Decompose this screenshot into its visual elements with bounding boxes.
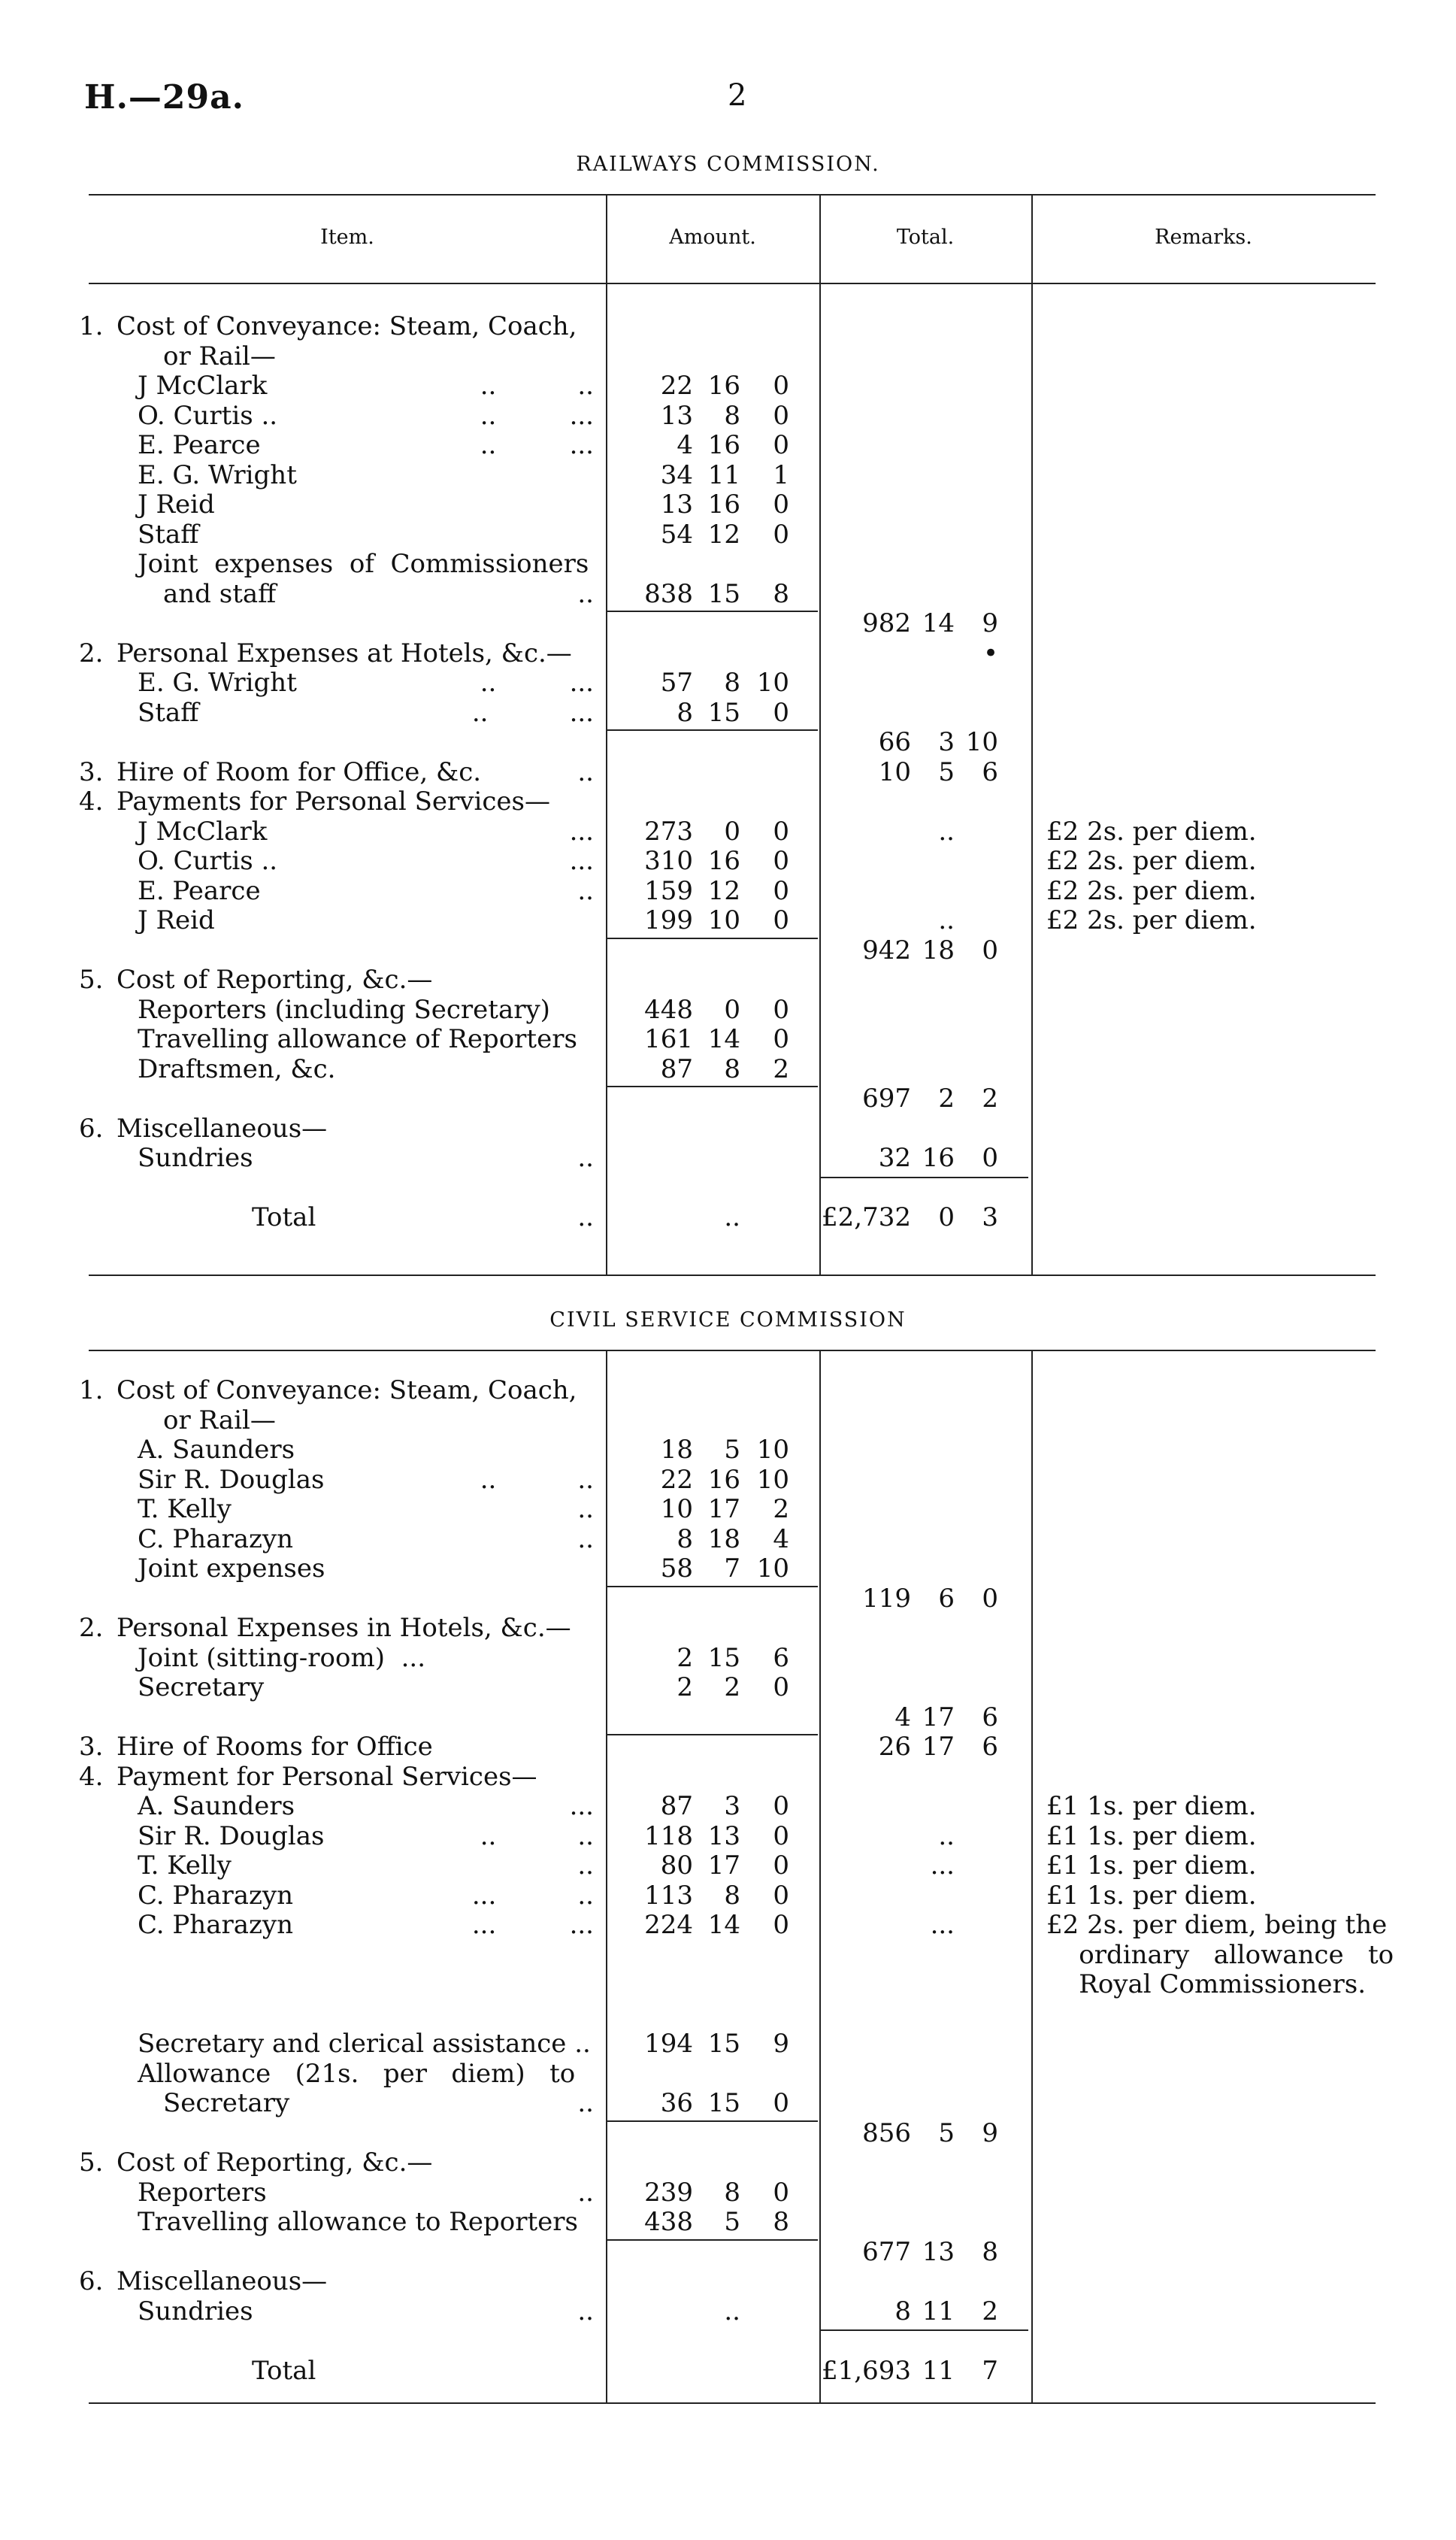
page-number: 2 [728,78,747,113]
amount-shillings: 15 [707,2029,740,2059]
total-pounds: £2,732 [822,1202,911,1232]
leader-dots: .. [577,1850,594,1881]
leader-dots: .. [577,2088,594,2118]
item-label: Personal Expenses in Hotels, &c.— [117,1613,571,1643]
amount-shillings: 16 [707,846,740,876]
total-pence: 2 [982,1084,998,1114]
total-shillings: 17 [922,1702,955,1732]
remark: £1 1s. per diem. [1046,1850,1257,1881]
total-shillings: 14 [922,608,955,638]
column-divider [606,194,607,1275]
item-number: 3. [79,756,104,787]
item-label: Sundries [138,2296,253,2326]
item-label: J Reid [138,905,215,935]
total-shillings: 3 [938,727,955,757]
column-divider [1031,1350,1033,2402]
amount-pounds: 87 [660,1053,693,1084]
amount-shillings: 11 [707,459,740,490]
amount-shillings: .. [724,1202,740,1232]
leader-dots: .. ... [480,668,594,698]
amount-pence: 8 [773,2207,789,2237]
amount-pounds: 18 [660,1435,693,1465]
item-label: Miscellaneous— [117,2266,328,2296]
total-shillings: 6 [938,1583,955,1614]
total-pence: 2 [982,2296,998,2326]
item-label: J Reid [138,490,215,520]
amount-pounds: 36 [660,2088,693,2118]
total-shillings: 17 [922,1732,955,1762]
amount-shillings: 14 [707,1910,740,1940]
total-shillings: .. [938,816,955,847]
total-pounds: 8 [894,2296,911,2326]
leader-dots: .. [577,1494,594,1524]
leader-dots: .. [577,1523,594,1554]
total-pence: 9 [982,608,998,638]
remark: Royal Commissioners. [1046,1969,1367,1999]
total-shillings: 16 [922,1143,955,1173]
amount-shillings: 15 [707,1642,740,1673]
amount-pounds: 13 [660,400,693,431]
total-shillings: 18 [922,935,955,965]
total-pence: 0 [982,935,998,965]
total-shillings: 2 [938,1084,955,1114]
item-label: C. Pharazyn [138,1910,294,1940]
item-label: Reporters (including Secretary) [138,994,550,1025]
amount-shillings: 16 [707,1464,740,1495]
item-label: Secretary [138,1672,265,1702]
amount-pence: 0 [773,875,789,906]
amount-pence: 0 [773,1672,789,1702]
item-label: Sir R. Douglas [138,1820,325,1851]
amount-pence: 0 [773,1024,789,1054]
amount-pounds: 199 [644,905,693,935]
leader-dots: ... ... [471,1910,594,1940]
item-label: C. Pharazyn [138,1880,294,1911]
amount-pounds: 2 [677,1642,693,1673]
item-label: Cost of Reporting, &c.— [117,965,433,995]
amount-pence: 0 [773,519,789,550]
column-header-total: Total. [896,226,955,249]
amount-pence: 0 [773,430,789,460]
remark: £1 1s. per diem. [1046,1791,1257,1821]
total-shillings: .. [938,905,955,935]
amount-shillings: 12 [707,519,740,550]
amount-pounds: 54 [660,519,693,550]
total-pence: 10 [965,727,998,757]
amount-shillings: 3 [724,1791,740,1821]
table-top-rule [89,1350,1376,1351]
leader-dots: .. .. [480,1820,594,1851]
total-shillings: 5 [938,2117,955,2148]
item-label: O. Curtis .. [138,400,278,431]
amount-pence: 1 [773,459,789,490]
item-label: or Rail— [163,1405,276,1435]
amount-pounds: 13 [660,490,693,520]
amount-pounds: 448 [644,994,693,1025]
item-label: Joint expenses [138,1553,325,1584]
leader-dots: .. ... [471,697,594,728]
leader-dots: .. ... [480,400,594,431]
total-pounds: 677 [862,2236,911,2267]
item-label: Staff [138,519,199,550]
table-top-rule [89,194,1376,196]
amount-shillings: 8 [724,1053,740,1084]
total-pence: 6 [982,1732,998,1762]
item-label: O. Curtis .. [138,846,278,876]
total-pounds: 982 [862,608,911,638]
amount-shillings: 12 [707,875,740,906]
amount-pence: 2 [773,1053,789,1084]
total-pence: • [982,638,998,668]
amount-pence: 9 [773,2029,789,2059]
amount-pence: 0 [773,1791,789,1821]
amount-pence: 10 [756,668,789,698]
amount-pence: 10 [756,1435,789,1465]
amount-shillings: 17 [707,1850,740,1881]
item-label: Sundries [138,1143,253,1173]
amount-shillings: 15 [707,2088,740,2118]
item-label: Draftsmen, &c. [138,1053,336,1084]
leader-dots: ... [569,1791,594,1821]
amount-shillings: 8 [724,668,740,698]
remark: £2 2s. per diem. [1046,875,1257,906]
leader-dots: ... [569,816,594,847]
amount-shillings: 7 [724,1553,740,1584]
item-label: Hire of Rooms for Office [117,1732,433,1762]
document-reference: H.—29a. [84,78,244,117]
item-number: 2. [79,1613,104,1643]
amount-shillings: 17 [707,1494,740,1524]
leader-dots: ... .. [471,1880,594,1911]
item-number: 4. [79,1761,104,1792]
item-number: 2. [79,638,104,668]
item-number: 6. [79,1113,104,1144]
amount-pounds: 2 [677,1672,693,1702]
amount-pence: 0 [773,1880,789,1911]
item-label: E. Pearce [138,430,261,460]
total-shillings: ... [930,1850,955,1881]
column-divider [1031,194,1033,1275]
amount-pounds: 34 [660,459,693,490]
item-label: Travelling allowance of Reporters [138,1024,577,1054]
total-shillings: 13 [922,2236,955,2267]
item-label: Reporters [138,2177,267,2208]
total-pence: 8 [982,2236,998,2267]
amount-pounds: 224 [644,1910,693,1940]
item-label: E. Pearce [138,875,261,906]
item-label: Allowance (21s. per diem) to [138,2058,576,2089]
amount-pence: 0 [773,846,789,876]
column-header-item: Item. [320,226,374,249]
remark: £1 1s. per diem. [1046,1820,1257,1851]
amount-pounds: 57 [660,668,693,698]
amount-pounds: 159 [644,875,693,906]
item-label: Cost of Conveyance: Steam, Coach, [117,1375,577,1405]
item-number: 3. [79,1732,104,1762]
amount-pence: 0 [773,371,789,401]
amount-pence: 6 [773,1642,789,1673]
railways-title: RAILWAYS COMMISSION. [576,153,880,176]
amount-shillings: .. [724,2296,740,2326]
amount-pence: 0 [773,905,789,935]
total-pounds: 119 [862,1583,911,1614]
total-shillings: 11 [922,2296,955,2326]
amount-pounds: 4 [677,430,693,460]
item-label: A. Saunders [138,1435,295,1465]
item-number: 6. [79,2266,104,2296]
item-label: Cost of Reporting, &c.— [117,2147,433,2178]
total-pence: 7 [982,2355,998,2386]
item-label: T. Kelly [138,1850,232,1881]
item-label: Total [252,2355,316,2386]
header-bottom-rule [89,283,1376,284]
item-label: Staff [138,697,199,728]
amount-pence: 4 [773,1523,789,1554]
amount-pence: 0 [773,490,789,520]
amount-shillings: 16 [707,490,740,520]
amount-pence: 0 [773,816,789,847]
leader-dots: .. [577,1143,594,1173]
amount-pounds: 8 [677,1523,693,1554]
item-label: Joint (sitting-room) ... [138,1642,426,1673]
amount-pounds: 113 [644,1880,693,1911]
amount-shillings: 0 [724,994,740,1025]
total-pence: 0 [982,1143,998,1173]
table-bottom-rule [89,2402,1376,2404]
remark: £2 2s. per diem. [1046,846,1257,876]
amount-pence: 2 [773,1494,789,1524]
total-pounds: 10 [878,756,911,787]
total-pounds: 942 [862,935,911,965]
amount-pence: 0 [773,994,789,1025]
item-number: 1. [79,311,104,341]
amount-pounds: 194 [644,2029,693,2059]
remark: £2 2s. per diem. [1046,905,1257,935]
leader-dots: .. [577,875,594,906]
amount-pence: 8 [773,578,789,609]
item-label: Sir R. Douglas [138,1464,325,1495]
leader-dots: .. [577,2296,594,2326]
total-pounds: 856 [862,2117,911,2148]
amount-pounds: 22 [660,1464,693,1495]
item-number: 4. [79,787,104,817]
total-shillings: .. [938,1820,955,1851]
remark: ordinary allowance to [1046,1939,1394,1970]
item-label: T. Kelly [138,1494,232,1524]
amount-pence: 0 [773,400,789,431]
amount-shillings: 16 [707,430,740,460]
total-shillings: ... [930,1910,955,1940]
amount-pounds: 118 [644,1820,693,1851]
amount-shillings: 10 [707,905,740,935]
grand-total-rule [821,2329,1028,2331]
item-label: Secretary and clerical assistance .. [138,2029,591,2059]
item-label: and staff [163,578,277,609]
amount-pence: 0 [773,2088,789,2118]
remark: £2 2s. per diem, being the [1046,1910,1388,1940]
amount-pounds: 838 [644,578,693,609]
leader-dots: .. ... [480,430,594,460]
amount-pounds: 22 [660,371,693,401]
total-pounds: £1,693 [822,2355,911,2386]
table-bottom-rule [89,1275,1376,1276]
amount-shillings: 14 [707,1024,740,1054]
item-number: 1. [79,1375,104,1405]
item-label: Secretary [163,2088,290,2118]
amount-shillings: 16 [707,371,740,401]
total-shillings: 5 [938,756,955,787]
total-pounds: 26 [878,1732,911,1762]
total-pence: 0 [982,1583,998,1614]
item-label: Personal Expenses at Hotels, &c.— [117,638,572,668]
item-label: C. Pharazyn [138,1523,294,1554]
leader-dots: .. [577,578,594,609]
leader-dots: .. .. [480,371,594,401]
item-label: Miscellaneous— [117,1113,328,1144]
amount-pounds: 80 [660,1850,693,1881]
total-pence: 6 [982,1702,998,1732]
total-pence: 9 [982,2117,998,2148]
amount-pounds: 87 [660,1791,693,1821]
total-pounds: 66 [878,727,911,757]
leader-dots: .. [577,1202,594,1232]
amount-pounds: 10 [660,1494,693,1524]
amount-shillings: 2 [724,1672,740,1702]
amount-pence: 0 [773,1820,789,1851]
amount-shillings: 5 [724,1435,740,1465]
item-label: Total [252,1202,316,1232]
amount-pence: 0 [773,697,789,728]
amount-pounds: 438 [644,2207,693,2237]
leader-dots: ... [569,846,594,876]
column-header-remarks: Remarks. [1155,226,1252,249]
column-header-amount: Amount. [669,226,756,249]
amount-shillings: 0 [724,816,740,847]
amount-pence: 0 [773,1850,789,1881]
amount-pence: 0 [773,2177,789,2208]
amount-shillings: 8 [724,400,740,431]
amount-shillings: 15 [707,697,740,728]
total-shillings: 0 [938,1202,955,1232]
amount-pounds: 239 [644,2177,693,2208]
item-label: J McClark [138,816,268,847]
total-pence: 3 [982,1202,998,1232]
amount-pounds: 273 [644,816,693,847]
total-pounds: 697 [862,1084,911,1114]
total-pounds: 4 [894,1702,911,1732]
item-number: 5. [79,2147,104,2178]
item-label: J McClark [138,371,268,401]
item-label: Travelling allowance to Reporters [138,2207,578,2237]
amount-shillings: 18 [707,1523,740,1554]
amount-pence: 10 [756,1553,789,1584]
item-label: Payments for Personal Services— [117,787,550,817]
item-label: Hire of Room for Office, &c. [117,756,482,787]
amount-pence: 10 [756,1464,789,1495]
item-label: E. G. Wright [138,459,297,490]
item-label: Payment for Personal Services— [117,1761,537,1792]
remark: £1 1s. per diem. [1046,1880,1257,1911]
total-pounds: 32 [878,1143,911,1173]
civil-title: CIVIL SERVICE COMMISSION [549,1308,907,1332]
amount-shillings: 15 [707,578,740,609]
item-label: Cost of Conveyance: Steam, Coach, [117,311,577,341]
amount-shillings: 5 [724,2207,740,2237]
total-pence: 6 [982,756,998,787]
item-label: E. G. Wright [138,668,297,698]
amount-shillings: 8 [724,2177,740,2208]
total-shillings: 11 [922,2355,955,2386]
amount-shillings: 13 [707,1820,740,1851]
amount-pence: 0 [773,1910,789,1940]
item-label: A. Saunders [138,1791,295,1821]
amount-pounds: 161 [644,1024,693,1054]
amount-pounds: 58 [660,1553,693,1584]
item-number: 5. [79,965,104,995]
item-label: Joint expenses of Commissioners [138,549,589,579]
grand-total-rule [821,1177,1028,1178]
leader-dots: .. [577,2177,594,2208]
remark: £2 2s. per diem. [1046,816,1257,847]
amount-pounds: 8 [677,697,693,728]
leader-dots: .. [577,756,594,787]
item-label: or Rail— [163,341,276,371]
leader-dots: .. .. [480,1464,594,1495]
amount-shillings: 8 [724,1880,740,1911]
amount-pounds: 310 [644,846,693,876]
